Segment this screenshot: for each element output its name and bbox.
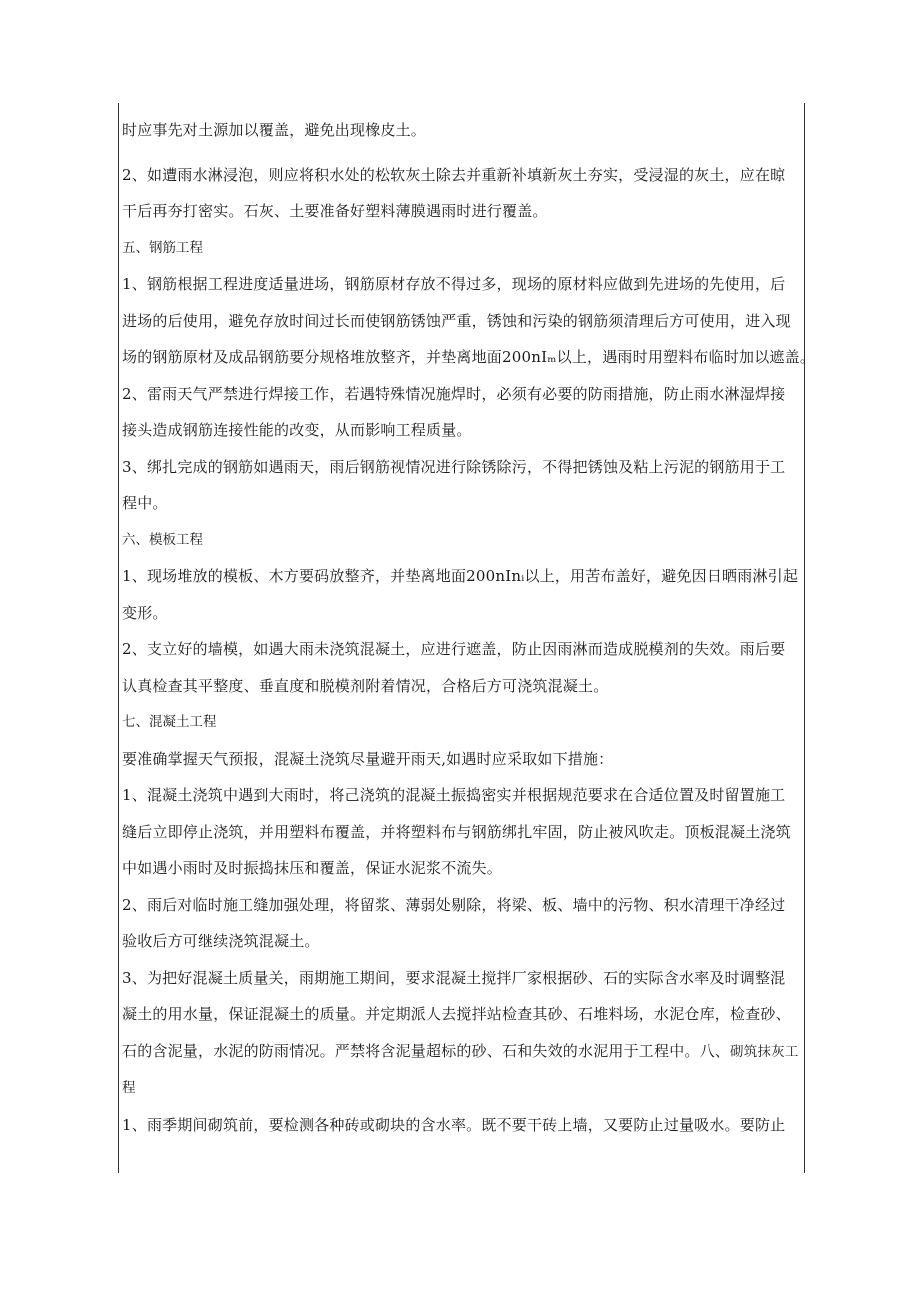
paragraph-line: 凝土的用水量，保证混凝土的质量。并定期派人去搅拌站检查其砂、石堆料场，水泥仓库，检查砂、 — [122, 1005, 791, 1023]
paragraph-line: 验收后方可继续浇筑混凝土。 — [122, 932, 320, 950]
paragraph-line: 时应事先对土源加以覆盖，避免出现橡皮土。 — [122, 121, 427, 139]
paragraph-line: 1、雨季期间砌筑前，要检测各种砖或砌块的含水率。既不要干砖上墙，又要防止过量吸水。要防止 — [122, 1115, 786, 1134]
paragraph-line: 缝后立即停止浇筑，并用塑料布覆盖，并将塑料布与钢筋绑扎牢固，防止被风吹走。顶板混凝土浇筑 — [122, 822, 791, 841]
paragraph-line — [122, 1033, 800, 1071]
paragraph-line: 3、为把好混凝土质量关，雨期施工期间，要求混凝土搅拌厂家根据砂、石的实际含水率及时调整混 — [122, 968, 786, 987]
document-body — [122, 112, 816, 1143]
paragraph-line: 2、如遭雨水淋浸泡，则应将积水处的松软灰土除去并重新补填新灰土夯实，受浸湿的灰土，应在晾 — [122, 165, 786, 184]
paragraph-line: 认真检查其平整度、垂直度和脱模剂附着情况，合格后方可浇筑混凝土。 — [122, 676, 609, 695]
paragraph-line: 变形。 — [122, 603, 168, 622]
paragraph-line: 接头造成钢筋连接性能的改变，从而影响工程质量。 — [122, 421, 472, 439]
paragraph-line: 2、雨后对临时施工缝加强处理，将留浆、薄弱处剔除，将梁、板、墙中的污物、积水清理干净经过 — [122, 895, 786, 914]
section-heading-masonry-cont: 程 — [122, 1080, 136, 1096]
paragraph-line: 要准确掌握天气预报，混凝土浇筑尽量避开雨天,如遇时应采取如下措施： — [122, 749, 614, 768]
paragraph-line: 2、雷雨天气严禁进行焊接工作，若遇特殊情况施焊时，必须有必要的防雨措施，防止雨水淋湿焊接 — [122, 384, 786, 403]
paragraph-line: 1、现场堆放的模板、木方要码放整齐，并垫离地面200nInᵢ以上，用苦布盖好，避免因日晒雨淋引起 — [122, 567, 799, 585]
paragraph-text: 石的含泥量，水泥的防雨情况。严禁将含泥量超标的砂、石和失效的水泥用于工程中。八、 — [122, 1041, 731, 1060]
paragraph-line: 1、钢筋根据工程进度适量进场，钢筋原材存放不得过多，现场的原材料应做到先进场的先使用，后 — [122, 275, 786, 293]
paragraph-line: 3、绑扎完成的钢筋如遇雨天，雨后钢筋视情况进行除锈除污，不得把锈蚀及粘上污泥的钢筋用于工 — [122, 457, 786, 476]
section-heading-formwork: 六、模板工程 — [122, 531, 203, 548]
section-heading-masonry: 砌筑抹灰工 — [730, 1043, 799, 1060]
paragraph-line: 1、混凝土浇筑中遇到大雨时，将己浇筑的混凝土振捣密实并根据规范要求在合适位置及时留置施工 — [122, 786, 786, 804]
section-heading-rebar: 五、钢筋工程 — [122, 239, 203, 256]
paragraph-line: 进场的后使用，避免存放时间过长而使钢筋锈蚀严重，锈蚀和污染的钢筋须清理后方可使用，进入现 — [122, 311, 791, 330]
paragraph-line: 2、支立好的墙模，如遇大雨未浇筑混凝土，应进行遮盖，防止因雨淋而造成脱模剂的失效。雨后要 — [122, 640, 786, 658]
paragraph-line: 干后再夯打密实。石灰、土要准备好塑料薄膜遇雨时进行覆盖。 — [122, 202, 548, 220]
section-heading-concrete: 七、混凝土工程 — [122, 714, 217, 730]
paragraph-line: 场的钢筋原材及成品钢筋要分规格堆放整齐，并垫离地面200nIₘ以上，遇雨时用塑料布临时加以遮盖。 — [122, 348, 816, 366]
paragraph-line: 程中。 — [122, 494, 168, 512]
paragraph-line: 中如遇小雨时及时振捣抹压和覆盖，保证水泥浆不流失。 — [122, 859, 503, 877]
